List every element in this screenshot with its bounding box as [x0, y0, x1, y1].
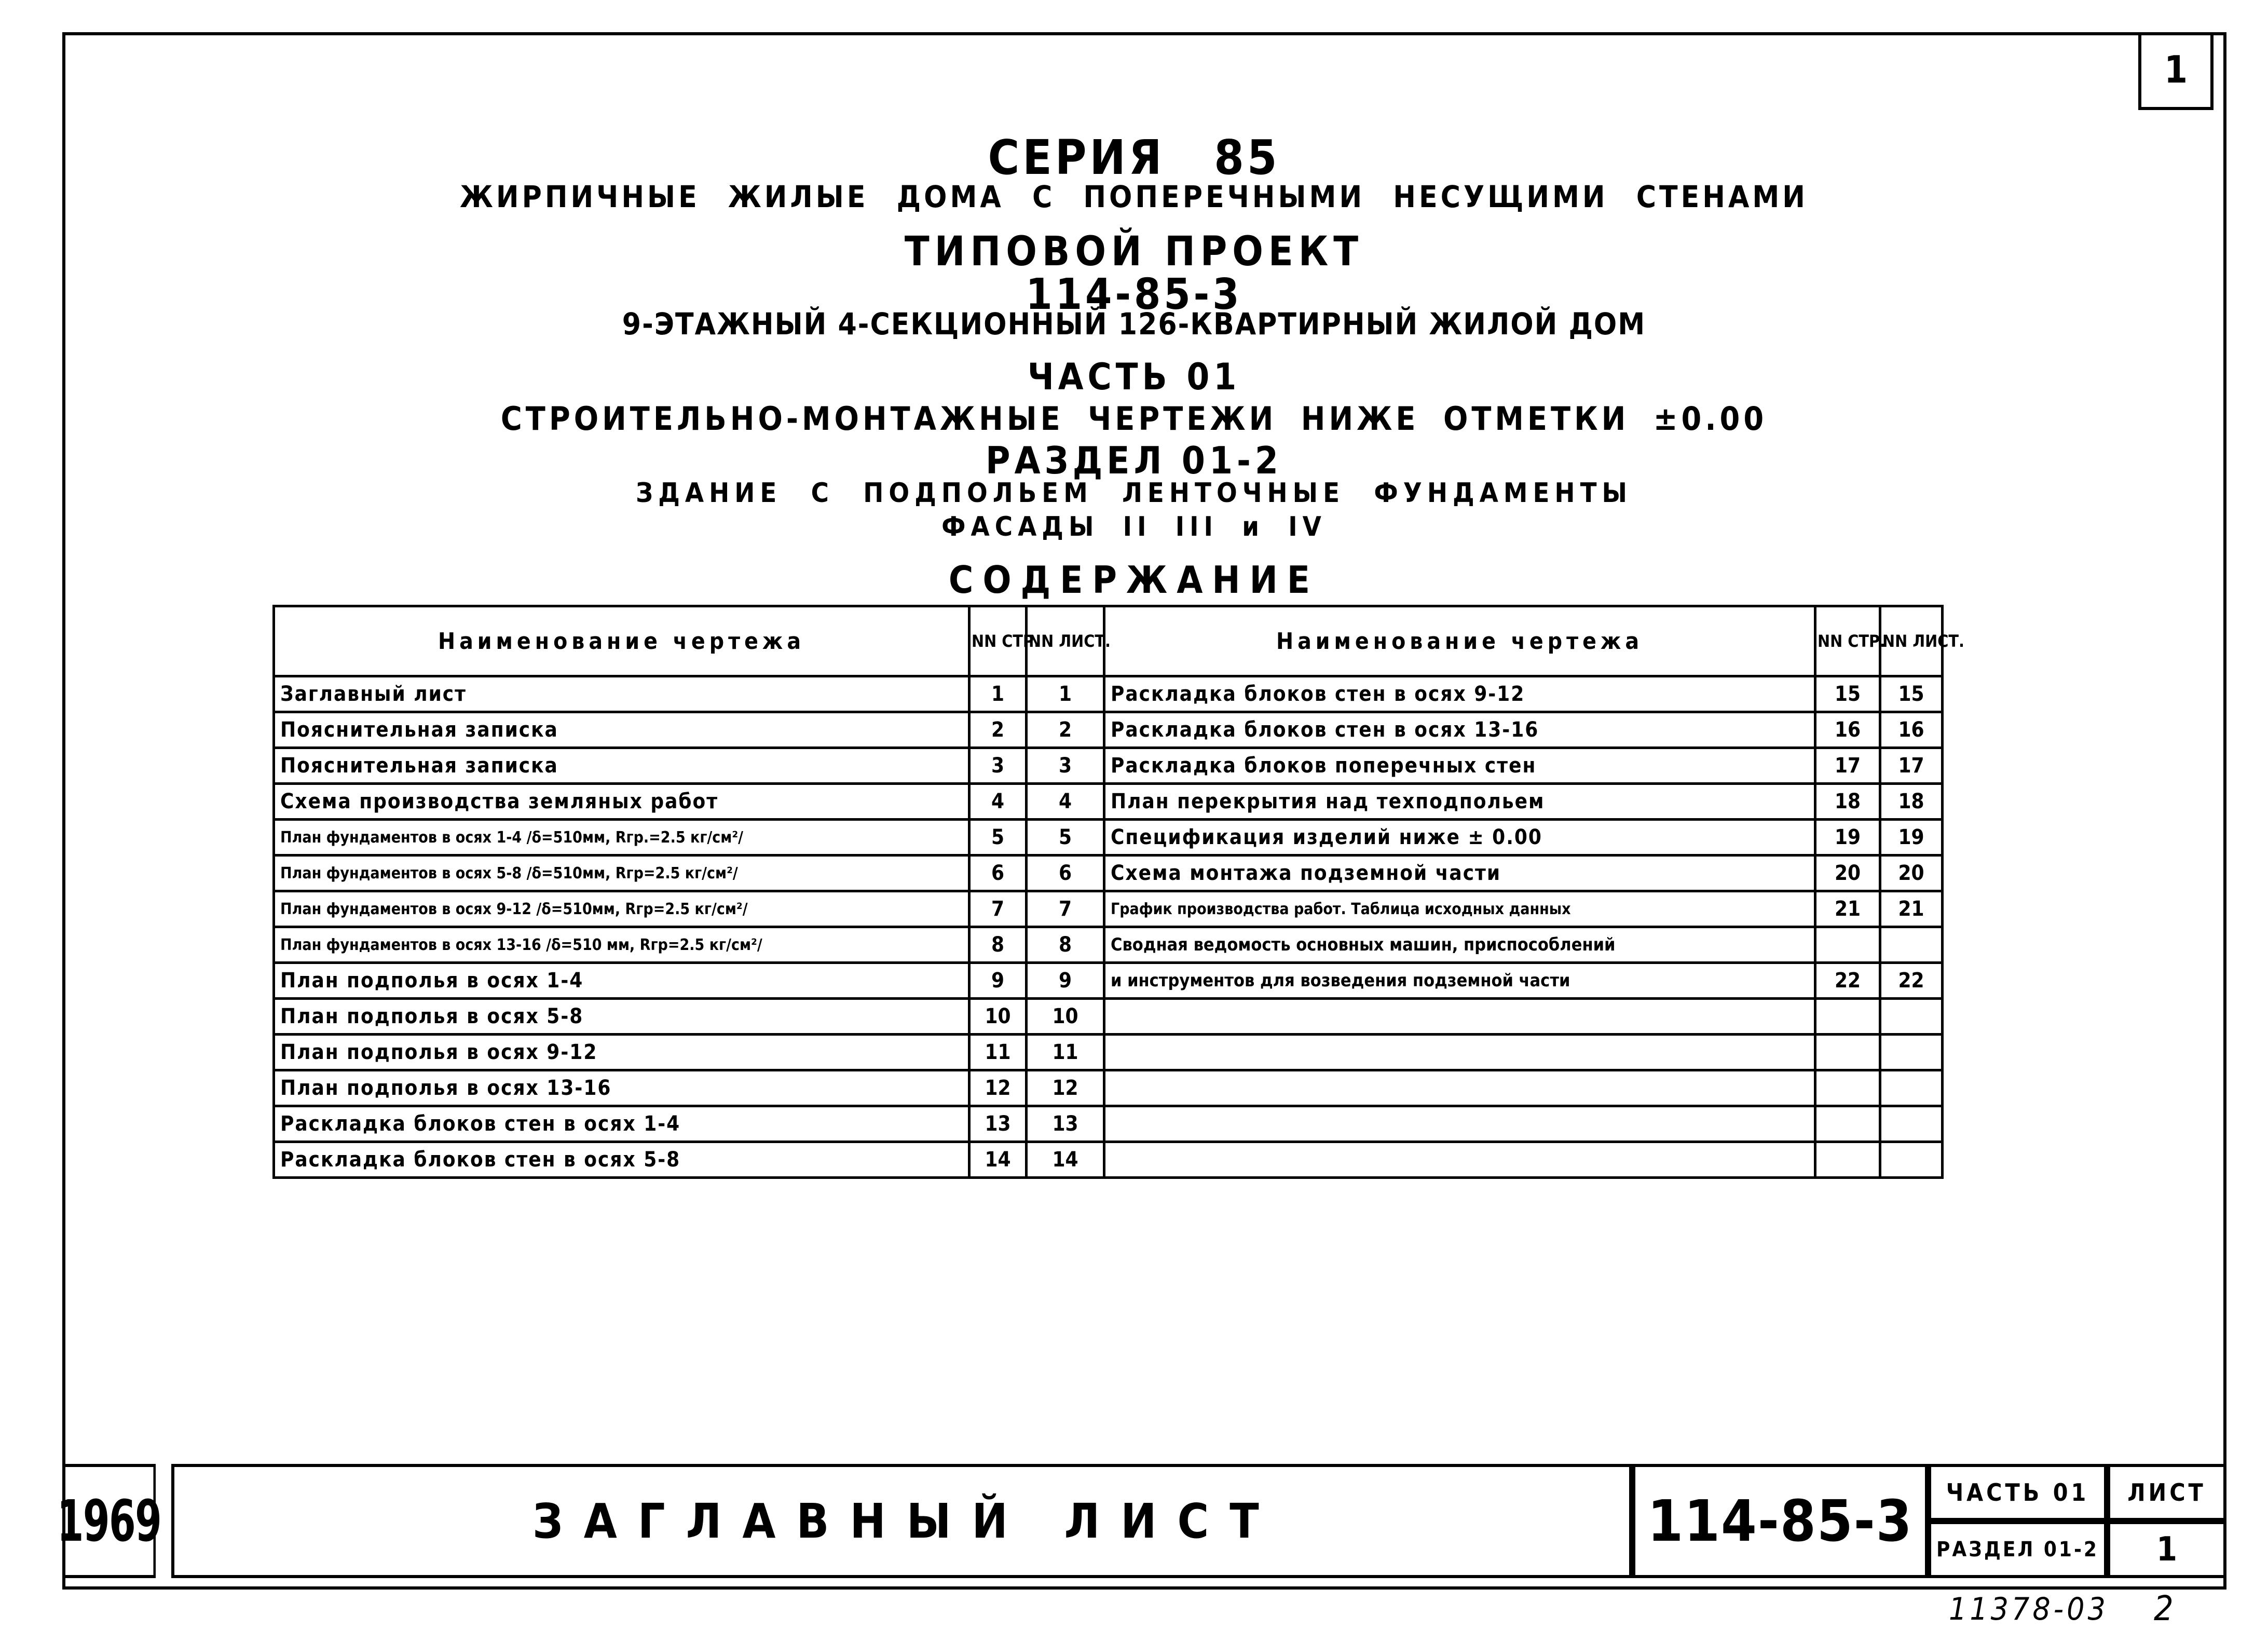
page-number: 3	[969, 748, 1027, 784]
table-row	[1104, 820, 1943, 856]
building-description: ЗДАНИЕ С ПОДПОЛЬЕМ ЛЕНТОЧНЫЕ ФУНДАМЕНТЫ	[636, 478, 1632, 509]
sheet-number	[1880, 1142, 1943, 1178]
drawing-name: Спецификация изделий ниже ± 0.00	[1104, 820, 1815, 856]
title-block-title: ЗАГЛАВНЫЙ ЛИСТ	[171, 1464, 1632, 1578]
table-row	[1104, 676, 1943, 712]
drawing-name	[1104, 1070, 1815, 1106]
drawing-name: План фундаментов в осях 13-16 /δ=510 мм, Rгр=2.5 кг/см²/	[274, 927, 969, 963]
sheet-number: 11	[1027, 1035, 1104, 1070]
page-number: 6	[969, 856, 1027, 891]
table-row	[1104, 999, 1943, 1035]
table-row	[274, 712, 1104, 748]
page-number: 11	[969, 1035, 1027, 1070]
page-number: 18	[1815, 784, 1880, 820]
sheet-number: 8	[1027, 927, 1104, 963]
sheet-number: 12	[1027, 1070, 1104, 1106]
table-row	[1104, 784, 1943, 820]
title-block-sheet-number: 1	[2107, 1521, 2226, 1578]
page-number: 21	[1815, 891, 1880, 927]
drawing-name: и инструментов для возведения подземной части	[1104, 963, 1815, 999]
section-title: РАЗДЕЛ 01-2	[986, 439, 1282, 482]
page-number: 9	[969, 963, 1027, 999]
table-row	[1104, 1070, 1943, 1106]
title-block-section: РАЗДЕЛ 01-2	[1928, 1521, 2107, 1578]
sheet-number: 18	[1880, 784, 1943, 820]
archive-number: 11378-03	[1949, 1591, 2109, 1627]
sheet-number: 2	[1027, 712, 1104, 748]
sheet-number	[1880, 1106, 1943, 1142]
title-block-part: ЧАСТЬ 01	[1928, 1464, 2107, 1521]
sheet-number: 10	[1027, 999, 1104, 1035]
drawing-name	[1104, 1035, 1815, 1070]
drawing-name: План фундаментов в осях 9-12 /δ=510мм, Rгр=2.5 кг/см²/	[274, 891, 969, 927]
page-number: 10	[969, 999, 1027, 1035]
page-number: 16	[1815, 712, 1880, 748]
page-number: 5	[969, 820, 1027, 856]
sheet-number: 3	[1027, 748, 1104, 784]
sheet-number: 22	[1880, 963, 1943, 999]
sheet-number	[1880, 1035, 1943, 1070]
drawing-name: Раскладка блоков стен в осях 13-16	[1104, 712, 1815, 748]
contents-table-left	[272, 605, 1111, 1179]
table-row	[274, 1142, 1104, 1178]
page-number	[1815, 999, 1880, 1035]
column-header-name: Наименование чертежа	[274, 606, 969, 676]
sheet-number: 15	[1880, 676, 1943, 712]
page-number: 14	[969, 1142, 1027, 1178]
drawing-name: Пояснительная записка	[274, 748, 969, 784]
page-number: 1	[969, 676, 1027, 712]
table-row	[274, 1070, 1104, 1106]
sheet-number: 5	[1027, 820, 1104, 856]
column-header-name: Наименование чертежа	[1104, 606, 1815, 676]
drawing-name: Раскладка блоков стен в осях 9-12	[1104, 676, 1815, 712]
table-row	[274, 963, 1104, 999]
table-row	[1104, 856, 1943, 891]
sheet-number: 9	[1027, 963, 1104, 999]
page-number	[1815, 1142, 1880, 1178]
sheet-number	[1880, 1070, 1943, 1106]
facades-title: ФАСАДЫ II III и IV	[941, 511, 1327, 542]
drawing-name	[1104, 1142, 1815, 1178]
project-type: ТИПОВОЙ ПРОЕКТ	[904, 228, 1364, 275]
column-header-page: NN СТР.	[1815, 606, 1880, 676]
drawing-name: План подполья в осях 1-4	[274, 963, 969, 999]
page-number: 4	[969, 784, 1027, 820]
table-row	[1104, 1106, 1943, 1142]
column-header-sheet: NN ЛИСТ.	[1880, 606, 1943, 676]
table-row	[274, 1106, 1104, 1142]
project-number: 114-85-3	[1026, 270, 1242, 319]
table-row	[1104, 963, 1943, 999]
page-number: 15	[1815, 676, 1880, 712]
column-header-sheet: NN ЛИСТ.	[1027, 606, 1104, 676]
sheet-number	[1880, 927, 1943, 963]
drawing-name: График производства работ. Таблица исходных данных	[1104, 891, 1815, 927]
part-title: ЧАСТЬ 01	[1027, 356, 1241, 398]
title-block-code: 114-85-3	[1632, 1464, 1928, 1578]
table-row	[274, 784, 1104, 820]
page-number: 20	[1815, 856, 1880, 891]
drawing-name: Раскладка блоков стен в осях 1-4	[274, 1106, 969, 1142]
project-description: 9-ЭТАЖНЫЙ 4-СЕКЦИОННЫЙ 126-КВАРТИРНЫЙ ЖИЛОЙ ДОМ	[622, 306, 1646, 342]
page-number	[1815, 927, 1880, 963]
table-row	[274, 891, 1104, 927]
sheet-number: 13	[1027, 1106, 1104, 1142]
drawing-name: План фундаментов в осях 1-4 /δ=510мм, Rгр.=2.5 кг/см²/	[274, 820, 969, 856]
sheet-number: 19	[1880, 820, 1943, 856]
drawing-name	[1104, 1106, 1815, 1142]
drawing-name: План фундаментов в осях 5-8 /δ=510мм, Rгр=2.5 кг/см²/	[274, 856, 969, 891]
sheet-number: 7	[1027, 891, 1104, 927]
page-number: 8	[969, 927, 1027, 963]
table-row	[274, 927, 1104, 963]
title-block-sheet-label: ЛИСТ	[2107, 1464, 2226, 1521]
drawing-name: Раскладка блоков поперечных стен	[1104, 748, 1815, 784]
drawing-name: План подполья в осях 5-8	[274, 999, 969, 1035]
table-row	[274, 676, 1104, 712]
drawing-name: Схема производства земляных работ	[274, 784, 969, 820]
table-row	[1104, 1142, 1943, 1178]
page-number	[1815, 1070, 1880, 1106]
drawing-name: Схема монтажа подземной части	[1104, 856, 1815, 891]
sheet-number: 21	[1880, 891, 1943, 927]
drawing-name: План подполья в осях 9-12	[274, 1035, 969, 1070]
drawing-name	[1104, 999, 1815, 1035]
table-row	[1104, 748, 1943, 784]
page-number	[1815, 1035, 1880, 1070]
sheet-number: 16	[1880, 712, 1943, 748]
table-row	[1104, 712, 1943, 748]
table-row	[1104, 927, 1943, 963]
table-row	[274, 748, 1104, 784]
sheet-number: 4	[1027, 784, 1104, 820]
contents-title: СОДЕРЖАНИЕ	[948, 558, 1320, 602]
page-number	[1815, 1106, 1880, 1142]
table-row	[1104, 891, 1943, 927]
archive-page: 2	[2154, 1588, 2174, 1628]
contents-table-right	[1103, 605, 1964, 1179]
page-number: 13	[969, 1106, 1027, 1142]
part-subtitle: СТРОИТЕЛЬНО-МОНТАЖНЫЕ ЧЕРТЕЖИ НИЖЕ ОТМЕТКИ ±0.00	[500, 400, 1768, 438]
corner-sheet-number: 1	[2138, 32, 2214, 110]
sheet-number: 14	[1027, 1142, 1104, 1178]
sheet-number: 1	[1027, 676, 1104, 712]
drawing-name: План перекрытия над техподпольем	[1104, 784, 1815, 820]
sheet-number	[1880, 999, 1943, 1035]
table-row	[274, 820, 1104, 856]
table-row	[274, 999, 1104, 1035]
series-subtitle: ЖИРПИЧНЫЕ ЖИЛЫЕ ДОМА С ПОПЕРЕЧНЫМИ НЕСУЩИМИ СТЕНАМИ	[460, 179, 1808, 214]
page-number: 2	[969, 712, 1027, 748]
table-row	[1104, 1035, 1943, 1070]
sheet-number: 6	[1027, 856, 1104, 891]
drawing-name: Заглавный лист	[274, 676, 969, 712]
page-number: 17	[1815, 748, 1880, 784]
drawing-name: Пояснительная записка	[274, 712, 969, 748]
column-header-page: NN СТР.	[969, 606, 1027, 676]
drawing-name: Сводная ведомость основных машин, приспособлений	[1104, 927, 1815, 963]
table-row	[274, 1035, 1104, 1070]
drawing-name: План подполья в осях 13-16	[274, 1070, 969, 1106]
page-number: 12	[969, 1070, 1027, 1106]
page-number: 7	[969, 891, 1027, 927]
series-title: СЕРИЯ 85	[988, 130, 1280, 185]
drawing-name: Раскладка блоков стен в осях 5-8	[274, 1142, 969, 1178]
sheet-number: 17	[1880, 748, 1943, 784]
title-block-year: 1969	[62, 1464, 156, 1578]
page-number: 22	[1815, 963, 1880, 999]
page-number: 19	[1815, 820, 1880, 856]
table-row	[274, 856, 1104, 891]
sheet-number: 20	[1880, 856, 1943, 891]
